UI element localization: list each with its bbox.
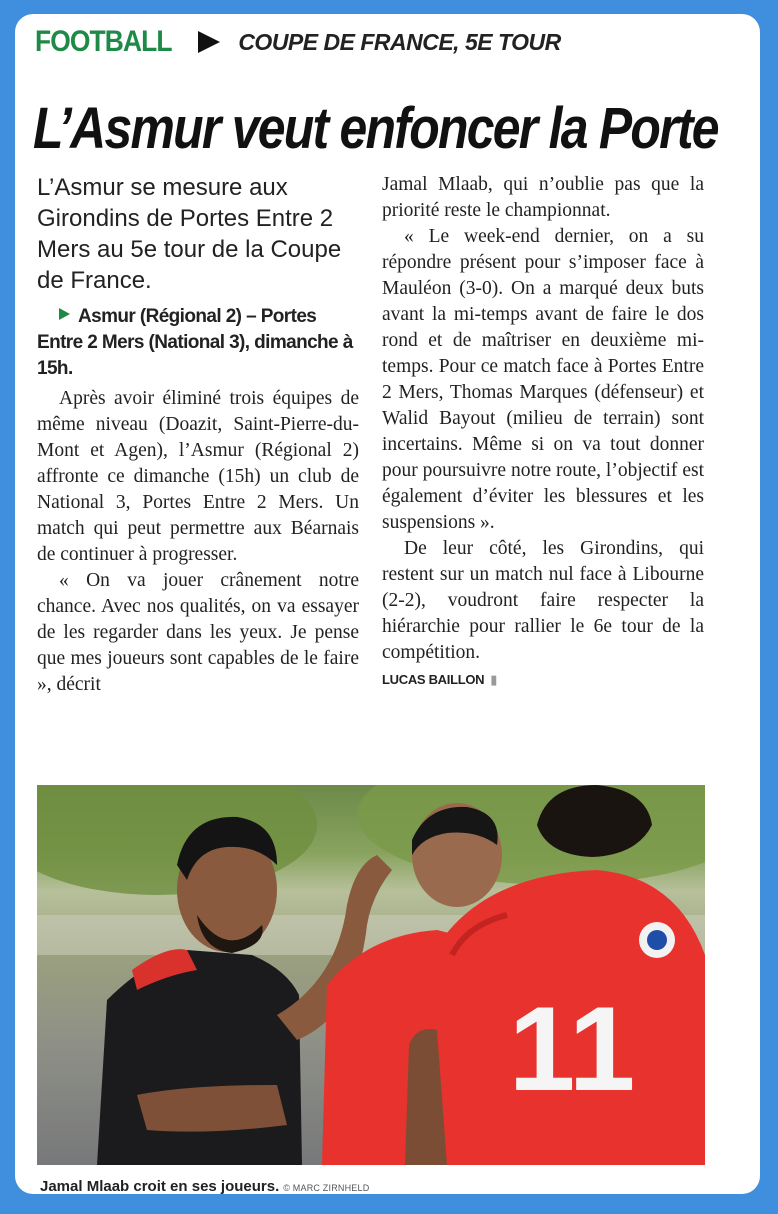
left-column [37, 172, 359, 698]
paragraph: De leur côté, les Girondins, qui restent sur un match nul face à Libourne (2-2), voudront faire respecter la hiérarchie pour rallier le 6e tour de la compétition. [382, 538, 704, 663]
kicker [35, 20, 561, 64]
photo-illustration [37, 785, 705, 1165]
match-info [37, 304, 359, 382]
caption-text: Jamal Mlaab croit en ses joueurs. [40, 1178, 280, 1194]
article-photo [37, 785, 705, 1165]
triangle-bullet-icon [59, 308, 70, 320]
photo-caption [40, 1178, 369, 1194]
paragraph: Jamal Mlaab, qui n’oublie pas que la priorité reste le championnat. [382, 174, 704, 221]
chapo: L’Asmur se mesure aux Girondins de Portes Entre 2 Mers au 5e tour de la Coupe de France. [37, 174, 342, 294]
subsection-label: COUPE DE FRANCE, 5E TOUR [238, 28, 561, 55]
right-column [382, 172, 704, 688]
author-name: LUCAS BAILLON [382, 672, 485, 687]
byline [382, 672, 704, 688]
photo-credit: © MARC ZIRNHELD [283, 1183, 370, 1193]
play-arrow-icon [198, 31, 220, 53]
end-mark-icon: ▮ [490, 672, 498, 687]
paragraph: « On va jouer crânement notre chance. Avec nos qualités, on va essayer de les regarder dans les yeux. Je pense que mes joueurs sont capables de le faire », décrit [37, 570, 359, 695]
match-info-text: Asmur (Régional 2) – Portes Entre 2 Mers (National 3), dimanche à 15h. [37, 306, 353, 379]
article-card [15, 14, 760, 1194]
jersey-number: 11 [508, 982, 636, 1116]
headline: L’Asmur veut enfoncer la Porte [33, 96, 718, 161]
paragraph: « Le week-end dernier, on a su répondre présent pour s’imposer face à Mauléon (3-0). On a marqué deux buts avant la mi-temps avant de faire le dos rond et de maîtriser en deuxième mi-temps. Pour ce match face à Portes Entre 2 Mers, Thomas Marques (défenseur) et Walid Bayout (milieu de terrain) sont incertains. Même si on va tout donner pour poursuivre notre route, l’objectif est également d’éviter les blessures et les suspensions ». [382, 226, 704, 533]
section-label: FOOTBALL [35, 25, 172, 58]
paragraph: Après avoir éliminé trois équipes de même niveau (Doazit, Saint-Pierre-du-Mont et Agen), l’Asmur (Régional 2) affronte ce dimanche (15h) un club de National 3, Portes Entre 2 Mers. Un match qui peut permettre aux Béarnais de continuer à progresser. [37, 388, 359, 565]
